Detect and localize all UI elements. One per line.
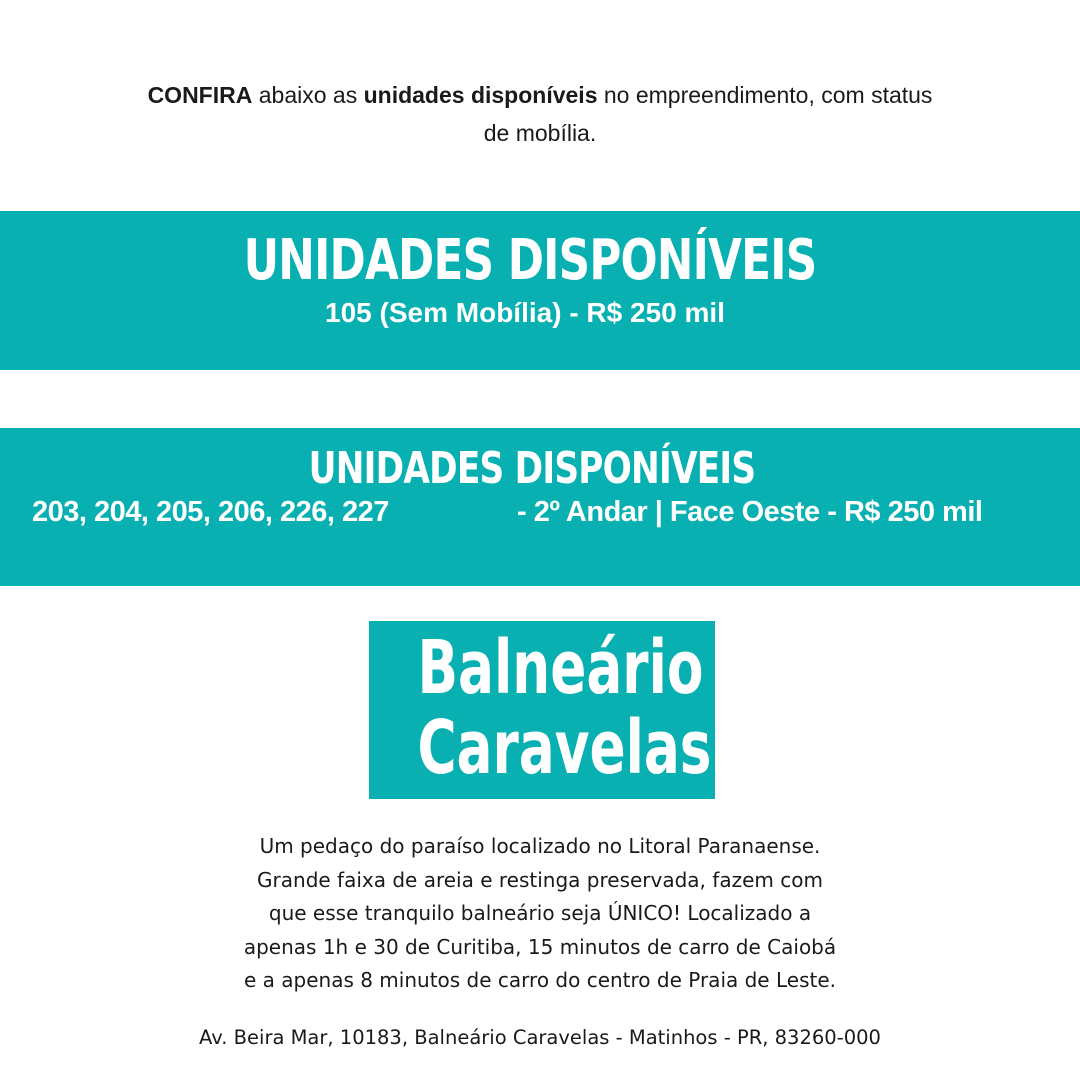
- address-text: Av. Beira Mar, 10183, Balneário Caravelas - Matinhos - PR, 83260-000: [199, 1026, 881, 1049]
- intro-text: [90, 76, 990, 152]
- description-line: Grande faixa de areia e restinga preservada, fazem com: [257, 867, 823, 892]
- brand-line-1: Balneário: [417, 625, 704, 711]
- available-units-banner-2: [0, 428, 1080, 586]
- banner-title: UNIDADES DISPONÍVEIS: [308, 443, 756, 494]
- intro-text-part: abaixo as: [252, 82, 364, 108]
- description-paragraph: [190, 830, 890, 998]
- brand-line-2: Caravelas: [417, 705, 712, 791]
- description-line: que esse tranquilo balneário seja ÚNICO! Localizado a: [268, 901, 812, 925]
- available-units-banner-1: [0, 211, 1080, 370]
- intro-line-2: de mobília.: [483, 120, 597, 146]
- intro-bold-unidades: unidades disponíveis: [363, 82, 598, 108]
- description-line: e a apenas 8 minutos de carro do centro de Praia de Leste.: [243, 968, 836, 992]
- intro-text-part: no empreendimento, com status: [597, 82, 933, 108]
- banner-unit-numbers: 203, 204, 205, 206, 226, 227: [32, 496, 389, 528]
- banner-subtitle: 105 (Sem Mobília) - R$ 250 mil: [325, 297, 725, 328]
- description-line: Um pedaço do paraíso localizado no Litoral Paranaense.: [259, 834, 821, 858]
- description-line: apenas 1h e 30 de Curitiba, 15 minutos de carro de Caiobá: [243, 934, 837, 959]
- banner-unit-detail: - 2º Andar | Face Oeste - R$ 250 mil: [517, 496, 983, 528]
- banner-title: UNIDADES DISPONÍVEIS: [243, 228, 817, 293]
- brand-logo: [369, 621, 715, 799]
- intro-bold-confira: CONFIRA: [147, 82, 253, 108]
